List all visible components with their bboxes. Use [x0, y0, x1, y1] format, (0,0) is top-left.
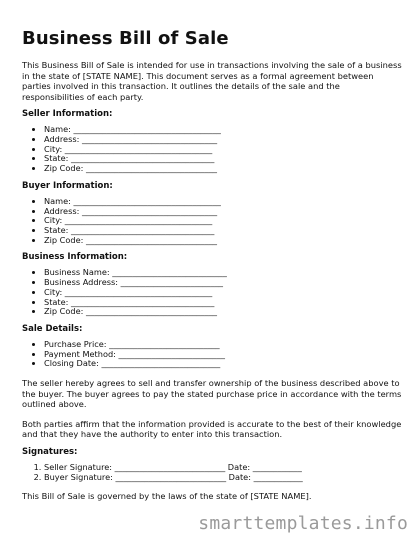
- buyer-section: [22, 181, 404, 246]
- business-city-field: • City: ____________________________________: [44, 288, 404, 298]
- business-heading: Business Information:: [22, 252, 128, 263]
- signatures-heading: Signatures:: [22, 447, 78, 457]
- document-title: Business Bill of Sale: [22, 28, 229, 49]
- business-name-field: • Business Name: ____________________________: [44, 268, 404, 278]
- sale-heading: Sale Details:: [22, 323, 83, 334]
- watermark: smarttemplates.info: [198, 513, 408, 534]
- payment-method-field: • Payment Method: __________________________: [44, 350, 404, 360]
- document-page: [22, 28, 404, 502]
- seller-name-field: • Name: ____________________________________: [44, 125, 404, 135]
- business-address-field: • Business Address: _________________________: [44, 278, 404, 288]
- affirmation-paragraph: Both parties affirm that the information provided is accurate to the best of their knowledge and that they have the authority to enter into this transaction.: [22, 418, 402, 440]
- seller-address-field: • Address: _________________________________: [44, 135, 404, 145]
- seller-zip-field: • Zip Code: ________________________________: [44, 164, 404, 174]
- buyer-state-field: • State: ___________________________________: [44, 226, 404, 236]
- buyer-zip-field: • Zip Code: ________________________________: [44, 236, 404, 246]
- sale-section: [22, 324, 404, 369]
- buyer-signature-line: 2. Buyer Signature: ___________________________ Date: ____________: [44, 473, 404, 483]
- seller-state-field: • State: ___________________________________: [44, 154, 404, 164]
- seller-signature-line: 1. Seller Signature: ___________________________ Date: ____________: [44, 463, 404, 473]
- signature-lines: [22, 463, 404, 482]
- business-section: [22, 252, 404, 317]
- seller-heading: Seller Information:: [22, 109, 113, 120]
- buyer-city-field: • City: ____________________________________: [44, 216, 404, 226]
- closing-date-field: • Closing Date: _____________________________: [44, 359, 404, 369]
- buyer-heading: Buyer Information:: [22, 180, 113, 191]
- sale-fields: [22, 340, 404, 369]
- business-fields: [22, 268, 404, 317]
- signatures-section: [22, 447, 404, 482]
- business-zip-field: • Zip Code: ________________________________: [44, 307, 404, 317]
- buyer-address-field: • Address: _________________________________: [44, 207, 404, 217]
- seller-city-field: • City: ____________________________________: [44, 145, 404, 155]
- agreement-paragraph: The seller hereby agrees to sell and transfer ownership of the business described above to the buyer. The buyer agrees to pay the stated purchase price in accordance with the terms outlined above.: [22, 378, 402, 410]
- purchase-price-field: • Purchase Price: ___________________________: [44, 340, 404, 350]
- buyer-fields: [22, 197, 404, 246]
- seller-fields: [22, 125, 404, 174]
- intro-paragraph: This Business Bill of Sale is intended for use in transactions involving the sale of a business in the state of [STATE NAME]. This document serves as a formal agreement between parties involved in this transaction. It outlines the details of the sale and the responsibilities of each party.: [22, 60, 402, 102]
- buyer-name-field: • Name: ____________________________________: [44, 197, 404, 207]
- seller-section: [22, 109, 404, 174]
- business-state-field: • State: ___________________________________: [44, 298, 404, 308]
- governing-law-note: This Bill of Sale is governed by the laws of the state of [STATE NAME].: [22, 491, 312, 502]
